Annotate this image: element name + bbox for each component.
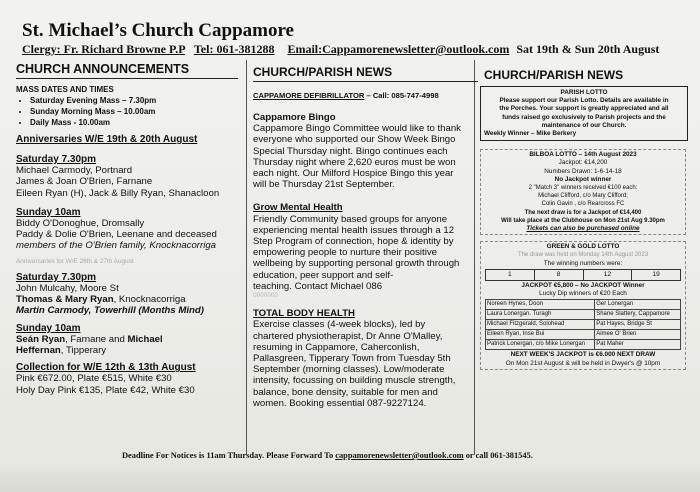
- winner-cell: Patrick Lonergan, c/o Mike Lonergan: [486, 340, 595, 350]
- body-health-line: women. Booking essential 087-9227124.: [253, 397, 427, 409]
- bingo-line: Special Thursday night. Bingo continues each: [253, 145, 448, 157]
- mass-times-heading: MASS DATES AND TIMES: [16, 85, 114, 94]
- defibrillator-phone: – Call: 085-747-4998: [364, 91, 439, 100]
- grow-line: education, peer support and self-: [253, 269, 394, 281]
- bold-name: Heffernan: [16, 345, 61, 357]
- lucky-dip-label: Lucky Dip winners of €20 Each: [539, 290, 627, 298]
- table-row: [486, 300, 681, 310]
- defibrillator-line: [253, 91, 478, 100]
- heading-rule: [253, 81, 478, 82]
- grow-line: Friendly Community based groups for anyone: [253, 213, 448, 225]
- bilboa-title: BILBOA LOTTO – 14th August 2023: [529, 151, 637, 159]
- collection-line: Holy Day Pink €135, Plate €42, White €30: [16, 384, 195, 396]
- body-health-line: Pallasgreen, Tipperary Town from Tuesday 5th: [253, 353, 451, 365]
- anniversary-line: Eileen Ryan (H), Jack & Billy Ryan, Shanacloon: [16, 187, 220, 199]
- lotto-column: [480, 58, 695, 370]
- bilboa-jackpot: Jackpot: €14,200: [558, 159, 608, 167]
- body-health-line: September (morning classes). Low/moderate: [253, 364, 445, 376]
- bilboa-winner: Colin Gavin , c/o Rearcross FC: [541, 201, 625, 208]
- bingo-line: will be Thursday 21st September.: [253, 179, 395, 191]
- winning-number: 12: [583, 269, 632, 280]
- winner-cell: Shane Slattery, Cappamore: [595, 310, 681, 320]
- bilboa-numbers: Numbers Drawn: 1-6-14-18: [544, 167, 622, 175]
- table-row: [486, 320, 681, 330]
- next-draw-when: On Mon 21st August & will be held in Dwyer's @ 10pm: [505, 359, 661, 367]
- parish-lotto-title: PARISH LOTTO: [560, 89, 608, 96]
- column-divider-1: [246, 60, 247, 455]
- bilboa-lotto-box: [480, 149, 686, 235]
- list-item: • Daily Mass - 10.00am: [30, 117, 238, 128]
- anniversary-line: Michael Carmody, Portnard: [16, 165, 133, 177]
- weekly-winner: Weekly Winner – Mike Berkery: [484, 130, 577, 138]
- parish-lotto-line: funds raised go exclusively to Parish projects and the: [502, 113, 666, 121]
- defibrillator-label: CAPPAMORE DEFIBRILLATOR: [253, 91, 365, 100]
- anniversary-line: Biddy O'Donoghue, Dromsally: [16, 218, 145, 230]
- parish-news-heading: CHURCH/PARISH NEWS: [253, 65, 393, 79]
- anniversary-line: John Mulcahy, Moore St: [16, 283, 119, 295]
- sunday-heading: Sunday 10am: [16, 206, 81, 218]
- anniversary-line: [16, 294, 238, 305]
- green-gold-title: GREEN & GOLD LOTTO: [546, 243, 620, 251]
- winner-cell: Eileen Ryan, Inse Bui: [486, 330, 595, 340]
- anniversary-line: James & Joan O'Brien, Farnane: [16, 176, 153, 188]
- saturday-heading-2: Saturday 7.30pm: [16, 271, 97, 283]
- header-contact-row: [22, 42, 659, 57]
- parish-lotto-line: maintenance of our Church.: [541, 121, 627, 129]
- collection-heading: Collection for W/E 12th & 13th August: [16, 362, 196, 374]
- parish-lotto-line: the Porches. Your support is greatly appreciated and all: [499, 105, 669, 113]
- grow-line: experiencing mental health issues through a 12: [253, 224, 455, 236]
- clergy-text: Clergy: Fr. Richard Browne P.P: [22, 42, 185, 56]
- parish-news-heading-2: CHURCH/PARISH NEWS: [484, 68, 624, 82]
- anniversaries-heading: Anniversaries W/E 19th & 20th August: [16, 134, 198, 145]
- announcements-heading: CHURCH ANNOUNCEMENTS: [16, 62, 190, 76]
- heading-rule: [16, 78, 238, 79]
- body-health-line: intensity, focussing on building muscle strength,: [253, 375, 456, 387]
- announcements-column: [16, 58, 238, 396]
- winner-cell: Michael Fitzgerald, Solohead: [486, 320, 595, 330]
- winner-cell: Pat Maher: [595, 340, 681, 350]
- parish-lotto-line: Please support our Parish Lotto. Details are available in: [499, 97, 669, 105]
- body-health-line: chartered physiotherapist, Dr Anne O'Malley,: [253, 330, 443, 342]
- bold-name: Seán Ryan: [16, 333, 66, 345]
- winning-number: 1: [486, 269, 535, 280]
- bilboa-winner: Michael Clifford, c/o Mary Clifford;: [538, 193, 628, 200]
- anniversary-line: [16, 334, 238, 345]
- name-rest: , Farnane and: [65, 333, 128, 345]
- saturday-heading: Saturday 7.30pm: [16, 154, 97, 165]
- winner-cell: Ger Lonergan: [595, 300, 681, 310]
- body-health-line: Exercise classes (4-week blocks), led by: [253, 319, 426, 331]
- winning-number: 19: [632, 269, 681, 280]
- parish-lotto-box: [480, 86, 688, 141]
- bingo-line: everyone who supported our Show Week Bingo: [253, 134, 456, 146]
- green-gold-jackpot: JACKPOT €5,800 – No JACKPOT Winner: [521, 282, 645, 290]
- bold-name: Thomas & Mary Ryan: [16, 294, 114, 306]
- parish-news-column: [253, 58, 478, 409]
- anniversary-line: members of the O'Brien family, Knocknacorriga: [16, 240, 217, 252]
- table-row: [486, 340, 681, 350]
- bingo-line: Thursday night where 2,620 euros must be won: [253, 156, 456, 168]
- next-week-jackpot: NEXT WEEK'S JACKPOT is €6.000 NEXT DRAW: [510, 351, 656, 359]
- table-row: [486, 310, 681, 320]
- winning-numbers-label: The winning numbers were:: [543, 259, 623, 267]
- body-health-line: resuming in Cappamore, Caherconlish,: [253, 341, 420, 353]
- list-item: • Saturday Evening Mass – 7.30pm: [30, 95, 238, 106]
- grow-line: Step Program of connection, hope & identity by: [253, 236, 454, 248]
- green-gold-lotto-box: [480, 241, 686, 370]
- bilboa-match3: 2 "Match 3" winners received €100 each:: [528, 185, 638, 192]
- lucky-dip-table: [485, 299, 681, 350]
- body-health-line: balance, bone density, suitable for men and: [253, 386, 438, 398]
- winning-number: 8: [534, 269, 583, 280]
- winner-cell: Pat Hayes, Bridge St: [595, 320, 681, 330]
- winner-cell: Laura Lonergan. Turagh: [486, 310, 595, 320]
- anniversary-line: [16, 345, 238, 356]
- page-shadow: [0, 462, 700, 492]
- mass-times-list: [16, 95, 238, 128]
- grow-line: wellbeing by supporting personal growth through: [253, 258, 460, 270]
- name-rest: , Knocknacorriga: [113, 294, 186, 306]
- footer-phone: or call 061-381545.: [463, 451, 533, 460]
- sunday-heading-2: Sunday 10am: [16, 322, 81, 334]
- grow-line: teaching. Contact Michael 086: [253, 280, 383, 292]
- bilboa-venue: Will take place at the Clubhouse on Mon 21st Aug 9.30pm: [501, 217, 665, 224]
- grow-heading: Grow Mental Health: [253, 202, 343, 214]
- bilboa-no-winner: No Jackpot winner: [554, 175, 612, 183]
- table-row: [486, 330, 681, 340]
- email-link[interactable]: Email:Cappamorenewsletter@outlook.com: [287, 42, 510, 56]
- faded-heading: Anniversaries for W/E 26th & 27th August: [16, 257, 134, 265]
- church-title: St. Michael’s Church Cappamore: [22, 20, 294, 41]
- bingo-heading: Cappamore Bingo: [253, 112, 336, 123]
- weekend-dates: Sat 19th & Sun 20th August: [516, 42, 660, 56]
- green-gold-faded: The draw was held on Monday 14th August 2023: [517, 252, 649, 259]
- bilboa-next-draw: The next draw is for a Jackpot of €14,400: [524, 209, 642, 216]
- winner-cell: Aimee O' Brien: [595, 330, 681, 340]
- deadline-footer: [122, 451, 533, 460]
- anniversary-line: Paddy & Dolie O'Brien, Leenane and deceased: [16, 229, 217, 241]
- anniversary-line: Martin Carmody, Towerhill (Months Mind): [16, 305, 204, 317]
- bilboa-tickets: Tickets can also be purchased online: [526, 225, 640, 233]
- faded-line: 0000000: [253, 292, 278, 300]
- telephone-text: Tel: 061-381288: [193, 42, 275, 56]
- name-rest: , Tipperary: [60, 345, 107, 357]
- winner-cell: Noreen Hynes, Doon: [486, 300, 595, 310]
- winning-numbers-table: [485, 269, 681, 281]
- footer-text: Deadline For Notices is 11am Thursday. Please Forward To: [122, 451, 336, 460]
- bingo-line: each night. Our Milford Hospice Bingo this year: [253, 168, 454, 180]
- collection-line: Pink €672.00, Plate €515, White €30: [16, 373, 172, 385]
- bingo-line: Cappamore Bingo Committee would like to thank: [253, 123, 461, 135]
- list-item: • Sunday Morning Mass – 10.00am: [30, 106, 238, 117]
- footer-email-link[interactable]: cappamorenewsletter@outlook.com: [335, 451, 464, 460]
- bold-name: Michael: [127, 333, 163, 345]
- body-health-heading: TOTAL BODY HEALTH: [253, 308, 355, 320]
- grow-line: empowering people to nurture their positive: [253, 247, 437, 259]
